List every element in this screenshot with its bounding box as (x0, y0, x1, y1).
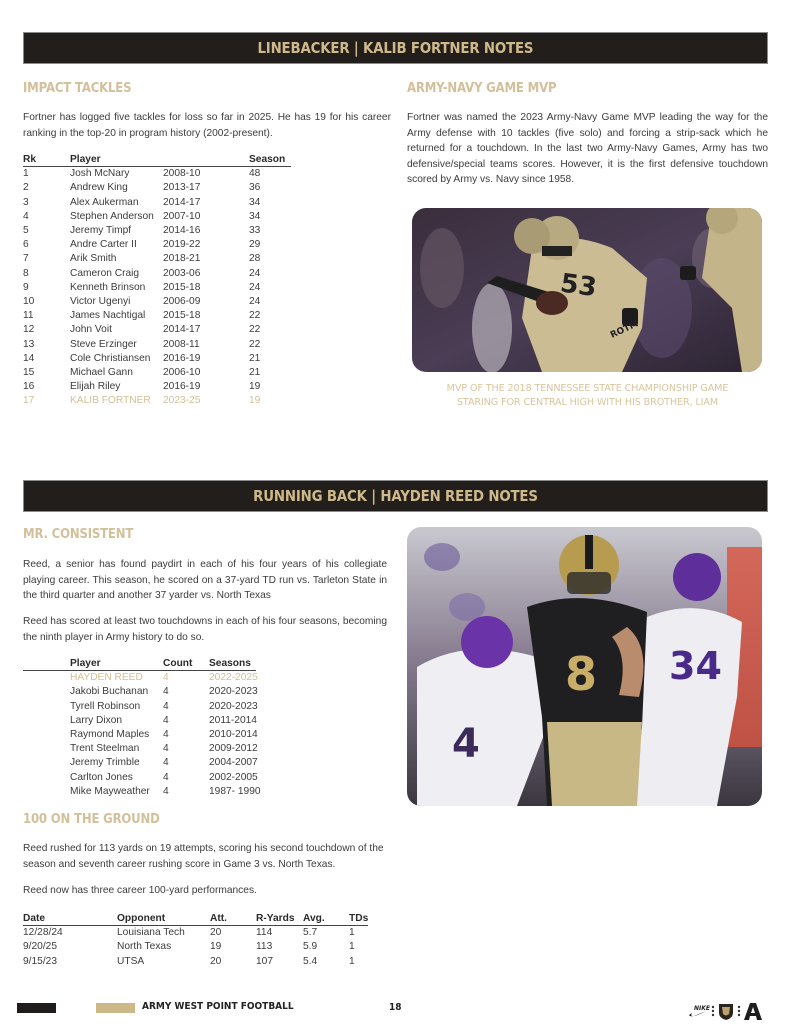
count-cell: 4 (163, 743, 169, 755)
100-on-the-ground-heading: 100 ON THE GROUND (23, 812, 160, 827)
tfl-cell: 19 (249, 381, 261, 393)
fortner-photo-caption (407, 382, 768, 409)
games-table-row (23, 940, 369, 954)
tackles-table-row (23, 309, 293, 323)
rank-cell: 8 (23, 267, 29, 279)
years-cell: 2018-21 (163, 253, 201, 265)
seasons-cell: 2020-2023 (209, 700, 258, 712)
player-cell: Andrew King (70, 182, 128, 194)
caption-line-1: MVP OF THE 2018 TENNESSEE STATE CHAMPIONSHIP GAME (446, 383, 729, 394)
seasons-cell: 2009-2012 (209, 743, 258, 755)
army-navy-mvp-text: Fortner was named the 2023 Army-Navy Game MVP leading the way for the Army defense with 10 tackles (five solo) and forcing a strip-sack which he returned for a touchdown. In the last two Army-Navy Games, Army has two defensive/special teams scores. However, it is the first defensive touchdown scored by Army vs. Navy since 1958. (407, 112, 768, 185)
page-number: 18 (389, 1002, 402, 1013)
rank-cell: 11 (23, 310, 34, 322)
tackles-table-row (23, 224, 293, 238)
player-cell: Michael Gann (70, 367, 133, 379)
player-cell: Kenneth Brinson (70, 281, 146, 293)
average-cell: 5.4 (303, 955, 318, 967)
rank-cell: 5 (23, 225, 29, 237)
attempts-cell: 20 (210, 927, 222, 939)
caption-line-2: STARING FOR CENTRAL HIGH WITH HIS BROTHER, LIAM (456, 396, 719, 408)
player-cell: HAYDEN REED (70, 672, 143, 684)
rank-cell: 10 (23, 296, 35, 308)
player-cell: Andre Carter II (70, 239, 137, 251)
player-cell: Cameron Craig (70, 267, 140, 279)
tfl-cell: 22 (249, 324, 261, 336)
average-cell: 5.7 (303, 927, 318, 939)
player-cell: Arik Smith (70, 253, 117, 265)
date-cell: 9/20/25 (23, 941, 57, 953)
running-back-banner (23, 480, 768, 512)
opponent-cell: Louisiana Tech (117, 927, 185, 939)
years-cell: 2014-17 (163, 196, 201, 208)
player-cell: Jeremy Trimble (70, 757, 140, 769)
mr-consistent-heading: MR. CONSISTENT (23, 527, 134, 542)
jersey-number-8: 8 (565, 647, 598, 701)
player-cell: Raymond Maples (70, 729, 150, 741)
tfl-cell: 19 (249, 395, 261, 407)
tackles-table-row (23, 281, 293, 295)
pants-text: ROTM (609, 319, 641, 341)
player-cell: James Nachtigal (70, 310, 146, 322)
seasons-cell: 2022-2025 (209, 672, 258, 684)
date-cell: 12/28/24 (23, 927, 63, 939)
column-header-season: Season (249, 154, 286, 165)
games-table-row (23, 955, 369, 969)
tfl-cell: 48 (249, 168, 261, 180)
tfl-cell: 22 (249, 310, 261, 322)
fortner-photo-illustration (412, 208, 762, 372)
tackles-table-row (23, 394, 293, 408)
tfl-cell: 21 (249, 367, 261, 379)
rush-yards-cell: 113 (256, 941, 273, 953)
tackles-table-row (23, 352, 293, 366)
tfl-cell: 21 (249, 352, 261, 364)
player-cell: Stephen Anderson (70, 210, 154, 222)
jersey-number-4: 4 (452, 721, 480, 767)
count-cell: 4 (163, 757, 169, 769)
rank-cell: 2 (23, 182, 29, 194)
years-cell: 2008-10 (163, 168, 201, 180)
linebacker-banner (23, 32, 768, 64)
count-cell: 4 (163, 785, 169, 797)
column-header-player: Player (70, 658, 101, 669)
games-table-header (23, 912, 369, 926)
years-cell: 2006-10 (163, 367, 201, 379)
count-cell: 4 (163, 672, 169, 684)
jersey-number-34: 34 (669, 644, 722, 688)
rank-cell: 14 (23, 352, 35, 364)
rank-cell: 13 (23, 338, 35, 350)
black-knight-shield-logo (719, 1004, 733, 1020)
td-table-row (70, 700, 269, 714)
tackles-table-row (23, 252, 293, 266)
player-cell: Elijah Riley (70, 381, 121, 393)
tfl-cell: 36 (249, 182, 261, 194)
player-cell: Josh McNary (70, 168, 130, 180)
tackles-table-row (23, 380, 293, 394)
tackles-table-row (23, 167, 293, 181)
footer-title: ARMY WEST POINT FOOTBALL (142, 1001, 294, 1012)
years-cell: 2003-06 (163, 267, 201, 279)
rank-cell: 12 (23, 324, 35, 336)
rank-cell: 1 (23, 168, 29, 180)
years-cell: 2008-11 (163, 338, 200, 350)
td-table-row (70, 785, 269, 799)
fortner-action-photo (412, 208, 762, 372)
td-table-row (70, 685, 269, 699)
100-on-the-ground-text-2: Reed now has three career 100-yard performances. (23, 885, 257, 896)
td-table-row (70, 714, 269, 728)
years-cell: 2015-18 (163, 310, 201, 322)
player-cell: Alex Aukerman (70, 196, 139, 208)
player-cell: Steve Erzinger (70, 338, 137, 350)
rank-cell: 9 (23, 281, 29, 293)
dot-separator-icon (738, 1006, 740, 1016)
player-cell: Victor Ugenyi (70, 296, 131, 308)
jersey-number-53: 53 (558, 268, 599, 304)
seasons-cell: 2002-2005 (209, 771, 258, 783)
100-on-the-ground-text-1: Reed rushed for 113 yards on 19 attempts, scoring his second touchdown of the season and seventh career rushing score in Game 3 vs. North Texas. (23, 843, 384, 870)
dot-separator-icon (712, 1006, 714, 1016)
years-cell: 2015-18 (163, 281, 201, 293)
rank-cell: 3 (23, 196, 29, 208)
touchdowns-cell: 1 (349, 941, 355, 953)
player-cell: KALIB FORTNER (70, 395, 151, 407)
svg-text:NIKE: NIKE (694, 1005, 711, 1012)
rush-yards-cell: 107 (256, 955, 273, 967)
td-table-row (70, 771, 269, 785)
years-cell: 2014-16 (163, 225, 201, 237)
td-table-row (70, 671, 269, 685)
tackles-table-row (23, 210, 293, 224)
td-table-row (70, 728, 269, 742)
seasons-cell: 2004-2007 (209, 757, 258, 769)
average-cell: 5.9 (303, 941, 318, 953)
rank-cell: 7 (23, 253, 29, 265)
player-cell: Jeremy Timpf (70, 225, 132, 237)
rank-cell: 15 (23, 367, 35, 379)
column-header-attempts: Att. (210, 913, 227, 924)
player-cell: Carlton Jones (70, 771, 133, 783)
seasons-cell: 2020-2023 (209, 686, 258, 698)
years-cell: 2007-10 (163, 210, 201, 222)
player-cell: Mike Mayweather (70, 785, 150, 797)
years-cell: 2016-19 (163, 381, 201, 393)
rank-cell: 6 (23, 239, 29, 251)
100-yard-games-table (23, 912, 369, 969)
column-header-rush-yards: R-Yards (256, 913, 295, 924)
years-cell: 2016-19 (163, 352, 201, 364)
seasons-cell: 2010-2014 (209, 729, 258, 741)
years-cell: 2014-17 (163, 324, 201, 336)
rank-cell: 4 (23, 210, 29, 222)
years-cell: 2013-17 (163, 182, 201, 194)
tackles-table-header (23, 153, 293, 167)
tackles-table-row (23, 338, 293, 352)
column-header-date: Date (23, 913, 46, 924)
impact-tackles-heading: IMPACT TACKLES (23, 81, 132, 96)
player-cell: John Voit (70, 324, 112, 336)
years-cell: 2006-09 (163, 296, 201, 308)
tackles-table-row (23, 267, 293, 281)
tackles-table-row (23, 238, 293, 252)
tackles-table-row (23, 196, 293, 210)
td-table-row (70, 742, 269, 756)
count-cell: 4 (163, 714, 169, 726)
tackles-table (23, 153, 293, 409)
rank-cell: 17 (23, 395, 35, 407)
footer-logos (688, 1001, 768, 1021)
opponent-cell: UTSA (117, 955, 145, 967)
tackles-table-row (23, 323, 293, 337)
count-cell: 4 (163, 686, 169, 698)
army-navy-mvp-heading: ARMY-NAVY GAME MVP (407, 81, 557, 96)
tfl-cell: 22 (249, 338, 261, 350)
td-table-row (70, 756, 269, 770)
impact-tackles-text: Fortner has logged five tackles for loss so far in 2025. He has 19 for his career ranking in the top-20 in program history (2002-present). (23, 112, 391, 139)
attempts-cell: 20 (210, 955, 222, 967)
column-header-average: Avg. (303, 913, 325, 924)
touchdown-seasons-table (70, 657, 269, 799)
player-cell: Tyrell Robinson (70, 700, 141, 712)
opponent-cell: North Texas (117, 941, 172, 953)
rush-yards-cell: 114 (256, 927, 273, 939)
attempts-cell: 19 (210, 941, 222, 953)
tfl-cell: 34 (249, 210, 261, 222)
tfl-cell: 33 (249, 225, 261, 237)
athletic-a-logo (744, 1003, 762, 1020)
tfl-cell: 28 (249, 253, 261, 265)
mr-consistent-text-2: Reed has scored at least two touchdowns in each of his four seasons, becoming the ninth player in Army history to do so. (23, 616, 387, 643)
column-header-touchdowns: TDs (349, 913, 369, 924)
tackles-table-row (23, 181, 293, 195)
reed-photo-illustration (407, 527, 762, 806)
date-cell: 9/15/23 (23, 955, 57, 967)
tfl-cell: 24 (249, 281, 261, 293)
count-cell: 4 (163, 729, 169, 741)
column-header-years (163, 153, 249, 167)
player-cell: Trent Steelman (70, 743, 140, 755)
running-back-banner-title: RUNNING BACK | HAYDEN REED NOTES (253, 487, 538, 505)
rank-cell: 16 (23, 381, 35, 393)
column-header-opponent: Opponent (117, 913, 166, 924)
player-cell: Larry Dixon (70, 714, 123, 726)
footer-gold-bar (96, 1003, 135, 1013)
tfl-cell: 24 (249, 296, 261, 308)
footer-black-bar (17, 1003, 56, 1013)
touchdowns-cell: 1 (349, 927, 355, 939)
player-cell: Jakobi Buchanan (70, 686, 149, 698)
column-header-count: Count (163, 658, 193, 669)
reed-action-photo (407, 527, 762, 806)
touchdowns-cell: 1 (349, 955, 355, 967)
tfl-cell: 24 (249, 267, 261, 279)
nike-swoosh-logo (689, 1005, 711, 1016)
years-cell: 2023-25 (163, 395, 201, 407)
seasons-cell: 2011-2014 (209, 714, 257, 726)
tackles-table-row (23, 295, 293, 309)
column-header-player: Player (70, 154, 101, 165)
count-cell: 4 (163, 700, 169, 712)
column-header-seasons: Seasons (209, 658, 251, 669)
seasons-cell: 1987- 1990 (209, 785, 261, 797)
player-cell: Cole Christiansen (70, 352, 151, 364)
years-cell: 2019-22 (163, 239, 201, 251)
tackles-table-row (23, 366, 293, 380)
tfl-cell: 34 (249, 196, 261, 208)
count-cell: 4 (163, 771, 169, 783)
td-table-header (70, 657, 269, 671)
column-header-rank: Rk (23, 154, 37, 165)
linebacker-banner-title: LINEBACKER | KALIB FORTNER NOTES (257, 39, 534, 57)
mr-consistent-text-1: Reed, a senior has found paydirt in each of his four years of his collegiate playing career. This season, he scored on a 37-yard TD run vs. Tarleton State in the third quarter and another 37 yarder vs. North Texas (23, 559, 387, 601)
games-table-row (23, 926, 369, 940)
tfl-cell: 29 (249, 239, 261, 251)
